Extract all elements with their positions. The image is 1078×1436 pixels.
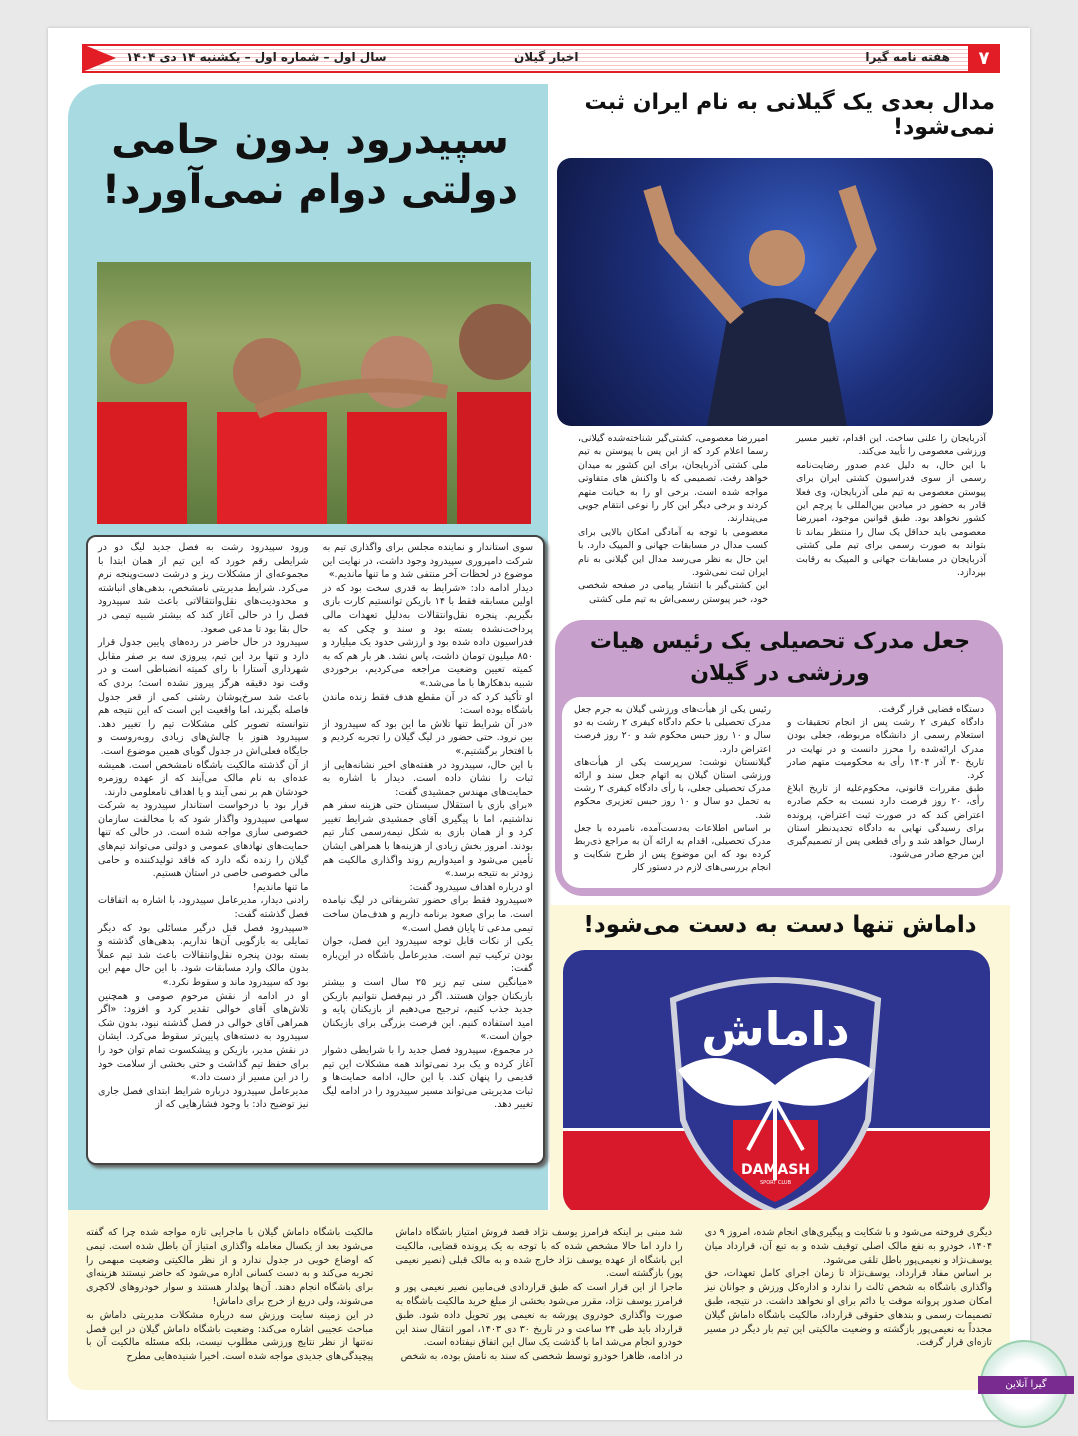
wrestler-photo [557, 158, 993, 426]
paragraph: شد مبنی بر اینکه فرامرز یوسف نژاد قصد فروش امتیاز باشگاه داماش را دارد اما حالا مشخص شده که با توجه به یک پرونده قضایی، مالکیت این باشگاه از عهده یوسف نژاد خارج شده و به مالک قبلی (نصیر نعیمی پور) بازگشته است. [395, 1227, 683, 1280]
paragraph: «برای بازی با استقلال سیستان حتی هزینه سفر هم نداشتیم، اما با پیگیری آقای جمشیدی شرایط تغییر کرد و از همان بازی به شکل نیمه‌رسمی کنار تیم بودند. امروز بخش زیادی از هزینه‌ها با همراهی ایشان تأمین می‌شود و امیدواریم روند واگذاری مالکیت هم زودتر به نتیجه برسد.» [322, 800, 533, 880]
paragraph: بر اساس اطلاعات به‌دست‌آمده، نامبرده با جعل مدرک تحصیلی، اقدام به ارائه آن به مراجع ذی‌ربط کرده بود که این موضوع پس از طرح شکایت و انجام بررسی‌های لازم در دستور کار [574, 822, 771, 874]
paragraph: ماجرا از این قرار است که طبق قراردادی فی‌مابین نصیر نعیمی پور و فرامرز یوسف نژاد، مقرر می‌شود بخشی از مبلغ خرید مالکیت باشگاه به صورت واگذاری خودروی پورشه به نعیمی پور تحویل داده شود. طبق قرارداد باید طی ۲۴ ساعت و در تاریخ ۳۰ دی ۱۴۰۳، امور انتقال سند این خودرو انجام می‌شد اما با گذشت یک سال این اتفاق نیفتاده است. [395, 1282, 683, 1349]
players-illustration [97, 262, 531, 524]
wrestler-headline: مدال بعدی یک گیلانی به نام ایران ثبت نمی‌شود! [584, 90, 995, 140]
paragraph: گیلانستان نوشت: سرپرست یکی از هیأت‌های ورزشی استان گیلان به اتهام جعل سند و ارائه مدرک تحصیلی جعلی، با رأی دادگاه کیفری ۲ رشت به تحمل دو سال و ۱۰ روز حبس تعزیری محکوم شد. [574, 756, 771, 821]
watermark-brand: گیرا آنلاین [978, 1376, 1074, 1394]
paragraph: در ادامه، ظاهرا خودرو توسط شخصی که سند به نامش بوده، به شخص [400, 1351, 683, 1363]
paragraph: دیدار ادامه داد: «شرایط به قدری سخت بود که در اولین مسابقه فقط با ۱۴ بازیکن توانستیم کارت بازی بگیریم. پنجره نقل‌وانتقالات به‌دلیل تعهدات مالی پرداخت‌نشده بسته بود و سند و چکی که به فدراسیون داده شده بود و ارزشی حدود یک میلیارد و ۸۵۰ میلیون تومان داشت، پاس نشد. هر بار هم که به کمیته تعیین وضعیت مراجعه می‌کردیم، برخوردی شبیه بدهکارها با ما می‌شد.» [322, 582, 533, 689]
crest-subtitle: SPORT CLUB [760, 1180, 791, 1186]
paragraph: «سپیدرود فصل قبل درگیر مسائلی بود که دیگر تمایلی به بازگویی آن‌ها نداریم. بدهی‌های گذشته و بسته بودن پنجره نقل‌وانتقالات باعث شد تیم عملاً بدون مالک وارد مسابقات شود. با این حال مهم این بود که سپیدرود ماند و سقوط نکرد.» [98, 922, 309, 988]
paragraph: مدیرعامل سپیدرود درباره شرایط ابتدای فصل جاری نیز توضیح داد: با وجود فشارهایی که از [98, 1085, 309, 1111]
damash-logo-image [563, 950, 990, 1215]
gira-online-watermark-logo [980, 1340, 1068, 1428]
paragraph: ورود سپیدرود رشت به فصل جدید لیگ دو در شرایطی رقم خورد که این تیم از همان ابتدا با مجموعه‌ای از مشکلات ریز و درشت دست‌وپنجه نرم می‌کرد. شرایط مدیریتی نامشخص، بدهی‌های انباشته و محدودیت‌های نقل‌وانتقالاتی باعث شد سپیدرود فصل را در حالی آغاز کند که بیشتر شبیه تیمی در حال بقا بود تا مدعی صعود. [98, 542, 309, 635]
paragraph: دادگاه کیفری ۲ رشت پس از انجام تحقیقات و استعلام رسمی از دانشگاه مربوطه، جعلی بودن مدرک ارائه‌شده را محرز دانست و در نهایت در تاریخ ۳۰ آذر ۱۴۰۴ رأی به محکومیت متهم صادر کرد. [787, 717, 984, 782]
paragraph: «سپیدرود فقط برای حضور تشریفاتی در لیگ نیامده است. ما برای صعود برنامه داریم و هدف‌مان ساخت تیمی مدعی تا پایان فصل است.» [322, 895, 533, 934]
headline-line: ورزشی در گیلان [690, 661, 870, 686]
paragraph: دیگری فروخته می‌شود و با شکایت و پیگیری‌های انجام شده، امروز ۹ دی ۱۴۰۴، خودرو به نفع مالک اصلی توقیف شده و به تبع آن، قرارداد میان یوسف‌نژاد و نعیمی‌پور باطل تلقی می‌شود. [704, 1227, 992, 1266]
paragraph: بر اساس مفاد قرارداد، یوسف‌نژاد تا زمان اجرای کامل تعهدات، حق واگذاری باشگاه به شخص ثالث را ندارد و اداره‌کل ورزش و جوانان نیز امکان صدور پروانه موقت یا دائم برای او نخواهد داشت. در نتیجه، طبق تصمیمات رسمی و بندهای حقوقی قرارداد، مالکیت باشگاه داماش گیلان مجدداً به نعیمی‌پور بازگشته و وضعیت مالکیتی این تیم بار دیگر در مسیر تازه‌ای قرار گرفت. [704, 1268, 992, 1349]
crest-name-fa: داماش [701, 1002, 850, 1056]
paragraph: از آن گذشته مالکیت باشگاه نامشخص است. همیشه عده‌ای به نام مالک می‌آیند که از عهده روزمره خودشان هم بر نمی آیند و یا اهداف نامعلومی دارند. [98, 759, 309, 798]
paragraph: او تأکید کرد که در آن مقطع هدف فقط زنده ماندن باشگاه بوده است: [322, 691, 533, 717]
sepidrood-headline [90, 115, 530, 215]
paragraph: این کشتی‌گیر با انتشار پیامی در صفحه شخصی خود، خبر پیوستن رسمی‌اش به تیم ملی کشتی [578, 580, 768, 605]
issue-info: سال اول – شماره اول – یکشنبه ۱۴ دی ۱۴۰۴ [126, 50, 387, 64]
headline-line: سپیدرود بدون حامی [111, 117, 509, 163]
page-header [82, 44, 1000, 73]
wrestler-article-body [578, 432, 986, 606]
article-column-right [98, 541, 309, 1159]
paragraph: امیررضا معصومی، کشتی‌گیر شناخته‌شده گیلانی، رسما اعلام کرد که از این پس با پیوستن به تیم ملی کشتی آذربایجان، برای این کشور به میدان خواهد رفت. تصمیمی که با واکنش های متفاوتی مواجه شده است. برخی او را به خیانت متهم کردند و برخی دیگر این کار را نوعی انتقام جویی می‌پندارند. [578, 433, 768, 525]
subheading: ما تنها ماندیم! [252, 881, 309, 893]
paragraph: سوی استاندار و نماینده مجلس برای واگذاری تیم به شرکت دامپروری سپیدرود وجود داشت، در نهایت این موضوع در لحظات آخر منتفی شد و ما تنها ماندیم.» [322, 542, 533, 581]
publication-name: هفته نامه گیرا [865, 50, 950, 64]
forgery-article-body [562, 697, 996, 888]
header-arrow-icon [82, 44, 116, 72]
article-column-left [796, 432, 986, 606]
paragraph: دستگاه قضایی قرار گرفت. [878, 704, 984, 715]
article-column-left [323, 541, 534, 1159]
paragraph: «در آن شرایط تنها تلاش ما این بود که سپیدرود از بین نرود. حتی حضور در لیگ گیلان را تجربه کردیم و با افتخار برگشتیم.» [322, 718, 533, 757]
paragraph: مالکیت باشگاه داماش گیلان با ماجرایی تازه مواجه شده چرا که گفته می‌شود بعد از یکسال معامله واگذاری امتیاز آن باطل شده است. تیمی که اوضاع خوبی در جدول ندارد و از نظر مالکیتی وضعیت مبهمی را تجربه می‌کند و به دست کسانی اداره می‌شود که حاضر نیستند هزینه‌ای برای باشگاه انجام دهند. آن‌ها پولدار هستند و سوار خودروهای لاکچری می‌شوند، ولی دریغ از خرج برای داماش! [86, 1227, 374, 1307]
paragraph: در مجموع، سپیدرود فصل جدید را با شرایطی دشوار آغاز کرده و یک برد نمی‌تواند همه مشکلات این تیم قدیمی را پنهان کند. با این حال، ادامه حمایت‌ها و ثبات مدیریتی می‌تواند مسیر سپیدرود را در ادامه لیگ تغییر دهد. [322, 1044, 533, 1111]
crest-name-en: DAMASH [740, 1162, 811, 1178]
page-number: ۷ [968, 44, 1000, 73]
headline-line: جعل مدرک تحصیلی یک رئیس هیات [589, 629, 971, 654]
article-column-left [705, 1226, 992, 1374]
damash-headline: داماش تنها دست به دست می‌شود! [583, 912, 977, 938]
damash-article-body [68, 1210, 1010, 1390]
football-team-photo [97, 262, 531, 524]
paragraph: با این حال، سپیدرود در هفته‌های اخیر نشانه‌هایی از ثبات را نشان داده است. دیدار با اشاره به حمایت‌های مهندس جمشیدی گفت: [322, 759, 533, 798]
paragraph: «میانگین سنی تیم زیر ۲۵ سال است و بیشتر بازیکنان جوان هستند. اگر در نیم‌فصل نتوانیم بازیکن جدید جذب کنیم، ترجیح می‌دهیم از بازیکنان پایه و امید استفاده کنیم. این فرصت بزرگی برای بازیکنان جوان است.» [322, 977, 533, 1043]
paragraph: رادنی دیدار، مدیرعامل سپیدرود، با اشاره به اتفاقات فصل گذشته گفت: [98, 895, 309, 921]
paragraph: سپیدرود در حال حاضر در رده‌های پایین جدول قرار دارد و تنها برد این تیم، پیروزی سه بر صفر مقابل شهرداری آستارا با رای کمیته انضباطی است و در وقت نود دقیقه هرگز پیروز نشده است؛ بردی که باعث شد سرخ‌پوشان رشتی کمی از قعر جدول فاصله بگیرند، اما واقعیت این است که این نتیجه هم نتوانسته تصویر کلی مشکلات تیم را تغییر دهد. سپیدرود هنوز با چالش‌های زیادی روبه‌روست و جایگاه فعلی‌اش در جدول گویای همین موضوع است. [98, 637, 309, 757]
wrestler-illustration [557, 158, 993, 426]
headline-line: دولتی دوام نمی‌آورد! [101, 167, 519, 213]
paragraph: او در ادامه از نقش مرحوم صومی و همچنین تلاش‌های آقای خوالی تقدیر کرد و افزود: «اگر همراهی آقای خوالی در فصل گذشته نبود، بدون شک سپیدرود به دسته‌های پایین‌تر سقوط می‌کرد. ایشان در نقش مدیر، بازیکن و پیشکسوت تمام توان خود را برای حفظ تیم گذاشت و حتی بخشی از سلامت خود را در این مسیر از دست داد.» [98, 990, 309, 1084]
paragraph: قرار بود با درخواست استاندار سپیدرود به شرکت سهامی سپیدرود واگذار شود که با مخالفت سازمان خصوصی سازی مواجه شده است. در حالی که تنها حمایت‌های نهادهای عمومی و دولتی می‌تواند تیم‌های گیلان را زنده نگه دارد که فاقد تولیدکننده و حامی مالی خصوصی خاصی در استان هستیم. [98, 800, 309, 880]
forgery-headline [560, 626, 1000, 690]
paragraph: معصومی با توجه به آمادگی امکان بالایی برای کسب مدال در مسابقات جهانی و المپیک دارد. با این حال به نظر می‌رسد مدال این گیلانی به نام ایران ثبت نمی‌شود. [578, 526, 768, 579]
paragraph: با این حال، به دلیل عدم صدور رضایت‌نامه رسمی از سوی فدراسیون کشتی ایران برای پیوستن معصومی به تیم ملی آذربایجان، وی فعلا قادر به حضور در میادین بین‌المللی با پرچم این کشور نخواهد بود. طبق قوانین موجود، امیررضا معصومی باید حداقل یک سال را منتظر بماند تا بتواند به صورت رسمی برای تیم ملی کشتی آذربایجان در مسابقات جهانی و المپیک به رقابت بپردازد. [796, 459, 986, 579]
article-column-right [578, 432, 768, 606]
sepidrood-article-body [86, 535, 545, 1165]
paragraph: آذربایجان را علنی ساخت. این اقدام، تغییر مسیر ورزشی معصومی را تأیید می‌کند. [796, 433, 986, 458]
paragraph: یکی از نکات قابل توجه سپیدرود این فصل، جوان بودن ترکیب تیم است. مدیرعامل باشگاه در این‌باره گفت: [322, 936, 533, 975]
paragraph: رئیس یکی از هیأت‌های ورزشی گیلان به جرم جعل مدرک تحصیلی با حکم دادگاه کیفری ۲ رشت به دو سال و ۱۰ روز حبس محکوم شد و ۲۰ روز فرصت اعتراض دارد. [574, 704, 771, 755]
paragraph: در این زمینه سایت ورزش سه درباره مشکلات مدیریتی داماش به مباحث عجیبی اشاره می‌کند: وضعیت باشگاه داماش گیلان در این فصل نه‌تنها از نظر نتایج ورزشی مطلوب نیست، بلکه مسئله مالکیت آن با پیچیدگی‌های جدیدی مواجه شده است. اخیرا شنیده‌هایی مطرح [86, 1309, 374, 1363]
paragraph: او درباره اهداف سپیدرود گفت: [409, 881, 533, 893]
paragraph: طبق مقررات قانونی، محکوم‌علیه از تاریخ ابلاغ رأی، ۲۰ روز فرصت دارد نسبت به حکم صادره اعتراض کند که در صورت ثبت اعتراض، پرونده برای رسیدگی نهایی به دادگاه تجدیدنظر استان ارسال خواهد شد و رأی قطعی پس از تصمیم‌گیری این مرجع صادر می‌شود. [787, 783, 984, 861]
article-column-middle [395, 1226, 682, 1374]
article-column-left [787, 703, 984, 882]
section-name: اخبار گیلان [514, 50, 579, 64]
article-column-right [86, 1226, 373, 1374]
article-column-right [574, 703, 771, 882]
